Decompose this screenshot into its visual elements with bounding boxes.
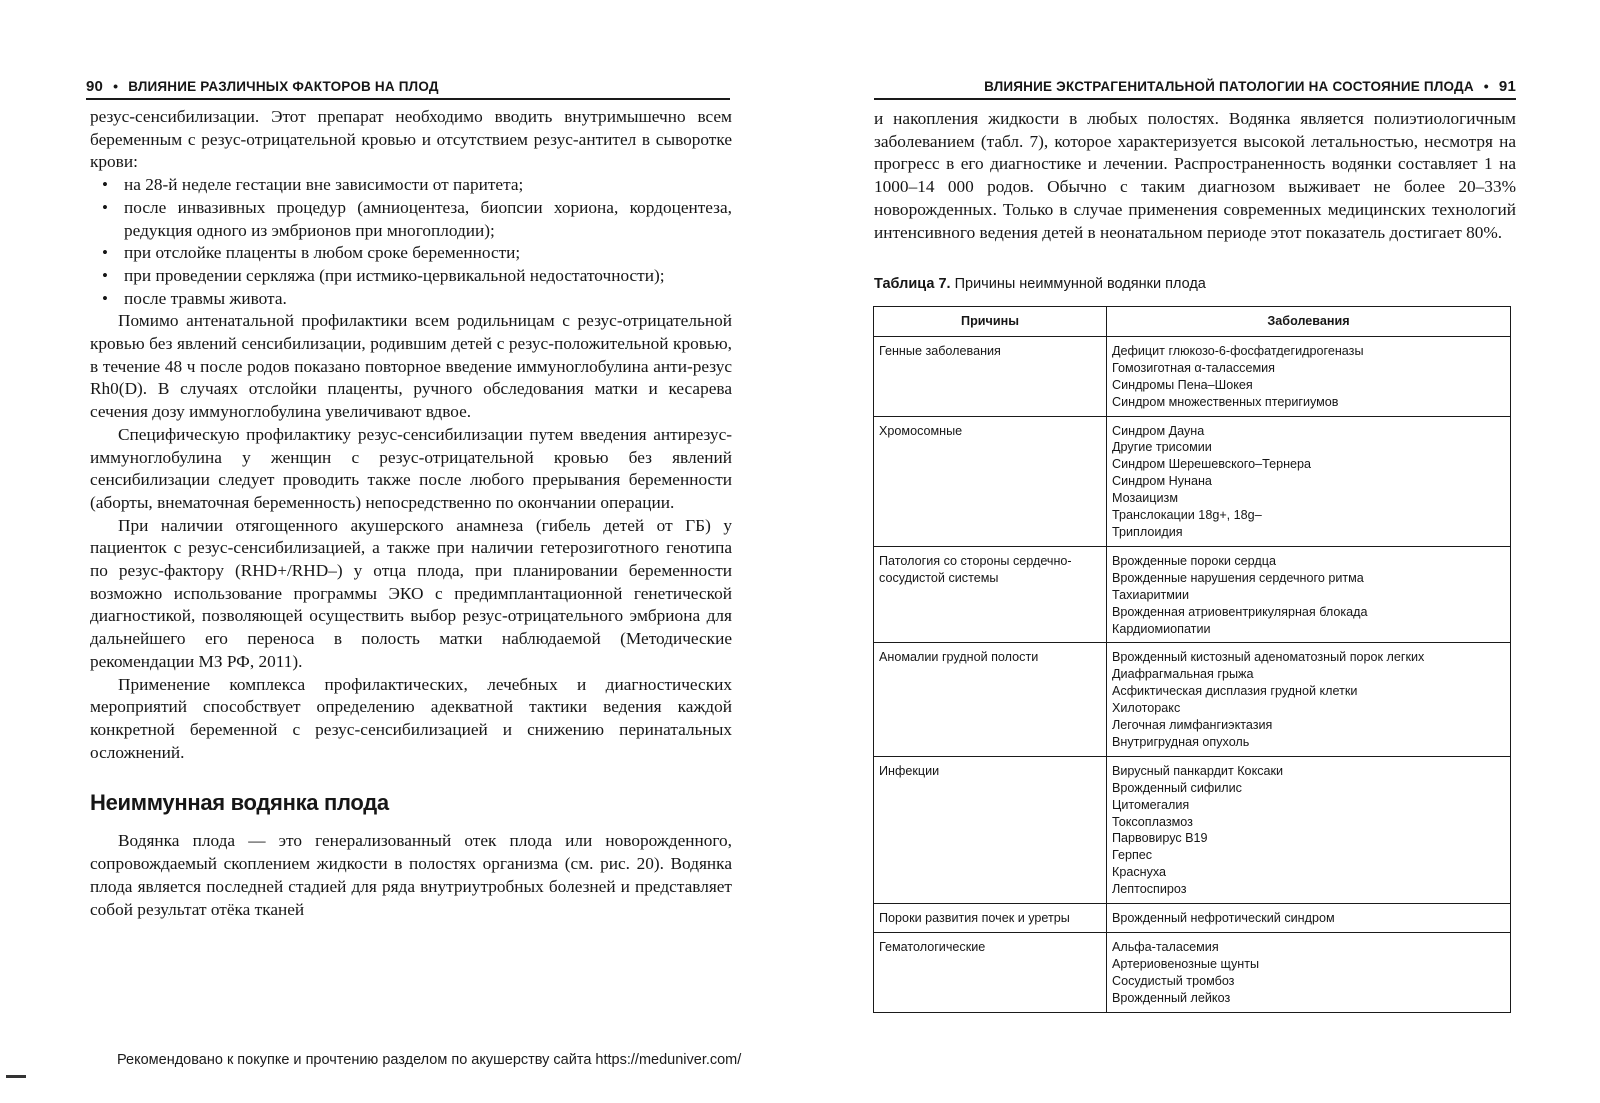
running-head-right xyxy=(874,74,1516,100)
intro-paragraph: резус-сенсибилизации. Этот препарат необходимо вводить внутримышечно всем беременным с резус-отрицательной кровью и отсутствием резус-антител в сыворотке крови: xyxy=(90,107,732,172)
diseases-cell xyxy=(1107,933,1511,1013)
table-body xyxy=(874,336,1511,1012)
cause-cell: Пороки развития почек и уретры xyxy=(874,904,1107,933)
page-number-left: 90 xyxy=(86,77,104,95)
cause-cell: Аномалии грудной полости xyxy=(874,643,1107,756)
disease-item: Диафрагмальная грыжа xyxy=(1112,667,1254,682)
disease-item: Асфиктическая дисплазия грудной клетки xyxy=(1112,684,1358,699)
disease-item: Врожденный лейкоз xyxy=(1112,990,1231,1005)
disease-item: Синдромы Пена–Шокея xyxy=(1112,377,1253,392)
diseases-cell xyxy=(1107,904,1511,933)
section-heading: Неиммунная водянка плода xyxy=(90,790,389,816)
disease-item: Внутригрудная опухоль xyxy=(1112,734,1250,749)
diseases-cell xyxy=(1107,643,1511,756)
running-head-left xyxy=(86,74,730,100)
disease-item: Герпес xyxy=(1112,848,1153,863)
table-row xyxy=(874,904,1511,933)
table-row xyxy=(874,643,1511,756)
disease-item: Токсоплазмоз xyxy=(1112,814,1193,829)
right-page xyxy=(800,0,1600,1103)
list-item: • на 28-й неделе гестации вне зависимости от паритета; xyxy=(102,174,732,197)
running-title-left: ВЛИЯНИЕ РАЗЛИЧНЫХ ФАКТОРОВ НА ПЛОД xyxy=(128,78,439,94)
list-item: • после инвазивных процедур (амниоцентеза, биопсии хориона, кордоцентеза, редукция одного из эмбрионов при многоплодии); xyxy=(102,197,732,242)
list-item: • после травмы живота. xyxy=(102,288,732,311)
disease-item: Врожденный нефротический синдром xyxy=(1112,911,1335,926)
column-header-causes: Причины xyxy=(874,307,1107,337)
table-caption-text: Причины неиммунной водянки плода xyxy=(954,276,1206,292)
table-caption xyxy=(874,276,1516,292)
causes-table xyxy=(873,306,1511,1013)
footer-note: Рекомендовано к покупке и прочтению разделом по акушерству сайта https://meduniver.com/ xyxy=(117,1052,742,1068)
disease-item: Синдром Нунана xyxy=(1112,474,1212,489)
left-body-text xyxy=(90,106,732,921)
right-body-text xyxy=(874,108,1516,244)
disease-item: Парвовирус B19 xyxy=(1112,831,1208,846)
disease-item: Врожденные пороки сердца xyxy=(1112,553,1276,568)
disease-item: Врожденный сифилис xyxy=(1112,780,1242,795)
list-item: • при отслойке плаценты в любом сроке беременности; xyxy=(102,242,732,265)
disease-item: Синдром Шерешевского–Тернера xyxy=(1112,457,1312,472)
disease-item: Транслокации 18g+, 18g– xyxy=(1112,508,1262,523)
table-row xyxy=(874,336,1511,416)
disease-item: Мозаицизм xyxy=(1112,491,1178,506)
disease-item: Вирусный панкардит Коксаки xyxy=(1112,763,1284,778)
disease-item: Лептоспироз xyxy=(1112,882,1187,897)
cause-cell: Гематологические xyxy=(874,933,1107,1013)
paragraph: Помимо антенатальной профилактики всем родильницам с резус-отрицательной кровью без явлений сенсибилизации, родившим детей с резус-положительной кровью, в течение 48 ч после родов показано повторное введение иммуноглобулина анти-резус Rh0(D). В случаях отслойки плаценты, ручного обследования матки и кесарева сечения дозу иммуноглобулина увеличивают вдвое. xyxy=(90,311,732,422)
running-title-right: ВЛИЯНИЕ ЭКСТРАГЕНИТАЛЬНОЙ ПАТОЛОГИИ НА СОСТОЯНИЕ ПЛОДА xyxy=(984,78,1474,94)
column-header-diseases: Заболевания xyxy=(1107,307,1511,337)
disease-item: Синдром Дауна xyxy=(1112,423,1205,438)
paragraph: При наличии отягощенного акушерского анамнеза (гибель детей от ГБ) у пациенток с резус-сенсибилизацией, а также при наличии гетерозиготного генотипа по резус-фактору (RHD+/RHD–) у отца плода, при планировании беременности возможно использование программы ЭКО с предимплантационной генетической диагностикой, позволяющей осуществить выбор резус-отрицательного эмбриона для дальнейшего его переноса в полость матки наблюдаемой (Методические рекомендации МЗ РФ, 2011). xyxy=(90,515,732,671)
scan-mark xyxy=(6,1075,26,1078)
list-item: • при проведении серкляжа (при истмико-цервикальной недостаточности); xyxy=(102,265,732,288)
bullet-separator: • xyxy=(113,78,119,94)
disease-item: Триплоидия xyxy=(1112,524,1183,539)
disease-item: Дефицит глюкозо-6-фосфатдегидрогеназы xyxy=(1112,343,1364,358)
table-caption-label: Таблица 7. xyxy=(874,276,951,292)
prophylaxis-bullet-list xyxy=(90,174,732,310)
diseases-cell xyxy=(1107,416,1511,546)
section-paragraph: Водянка плода — это генерализованный отек плода или новорожденного, сопровождаемый скоплением жидкости в полостях организма (см. рис. 20). Водянка плода является последней стадией для ряда внутриутробных болезней и представляет собой результат отёка тканей xyxy=(90,831,732,919)
paragraph: Специфическую профилактику резус-сенсибилизации путем введения антирезус-иммуноглобулина у женщин с резус-отрицательной кровью без явлений сенсибилизации следует проводить также после любого прерывания беременности (аборты, внематочная беременность) непосредственно по окончании операции. xyxy=(90,424,732,512)
paragraph: и накопления жидкости в любых полостях. Водянка является полиэтиологичным заболеванием (табл. 7), которое характеризуется высокой летальностью, несмотря на прогресс в его диагностике и лечении. Распространенность водянки составляет 1 на 1000–14 000 родов. Обычно с таким диагнозом выживает не более 20–33% новорожденных. Только в случае применения современных медицинских технологий интенсивного ведения детей в неонатальном периоде этот показатель достигает 80%. xyxy=(874,109,1516,242)
cause-cell: Хромосомные xyxy=(874,416,1107,546)
paragraph: Применение комплекса профилактических, лечебных и диагностических мероприятий способствует определению адекватной тактики ведения каждой конкретной беременной с резус-сенсибилизацией и снижению перинатальных осложнений. xyxy=(90,674,732,762)
cause-cell: Патология со стороны сердечно-сосудистой системы xyxy=(874,546,1107,643)
diseases-cell xyxy=(1107,336,1511,416)
cause-cell: Генные заболевания xyxy=(874,336,1107,416)
table-header-row xyxy=(874,307,1511,337)
disease-item: Артериовенозные щунты xyxy=(1112,956,1260,971)
disease-item: Кардиомиопатии xyxy=(1112,621,1211,636)
disease-item: Врожденная атриовентрикулярная блокада xyxy=(1112,604,1368,619)
disease-item: Альфа-таласемия xyxy=(1112,940,1219,954)
disease-item: Хилоторакс xyxy=(1112,701,1181,716)
disease-item: Цитомегалия xyxy=(1112,797,1190,812)
disease-item: Легочная лимфангиэктазия xyxy=(1112,718,1273,733)
table-row xyxy=(874,933,1511,1013)
diseases-cell xyxy=(1107,756,1511,903)
disease-item: Сосудистый тромбоз xyxy=(1112,973,1235,988)
cause-cell: Инфекции xyxy=(874,756,1107,903)
disease-item: Другие трисомии xyxy=(1112,440,1212,455)
table-row xyxy=(874,546,1511,643)
disease-item: Краснуха xyxy=(1112,865,1167,880)
diseases-cell xyxy=(1107,546,1511,643)
disease-item: Врожденный кистозный аденоматозный порок легких xyxy=(1112,650,1425,665)
disease-item: Врожденные нарушения сердечного ритма xyxy=(1112,570,1364,585)
page-number-right: 91 xyxy=(1498,77,1516,95)
disease-item: Гомозиготная α-талассемия xyxy=(1112,360,1275,375)
disease-item: Синдром множественных птеригиумов xyxy=(1112,394,1339,409)
table-row xyxy=(874,416,1511,546)
table-row xyxy=(874,756,1511,903)
disease-item: Тахиаритмии xyxy=(1112,587,1190,602)
bullet-separator: • xyxy=(1483,78,1489,94)
